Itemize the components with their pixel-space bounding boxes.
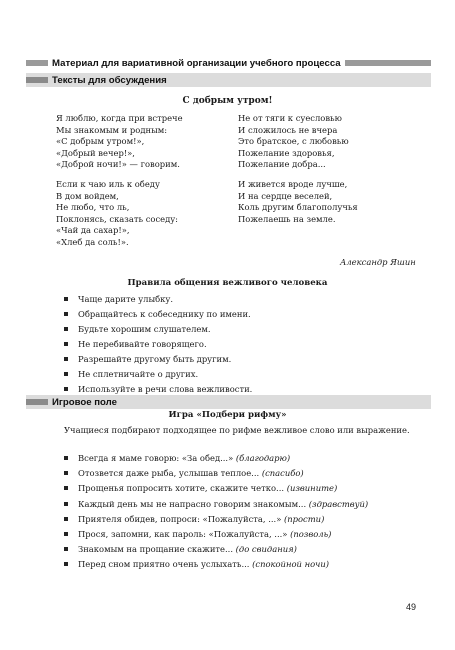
item-text: Всегда я маме говорю: «За обед...»	[78, 453, 236, 463]
item-answer: (прости)	[283, 513, 325, 524]
list-item	[64, 513, 426, 525]
poem-line: «Добрый вечер!»,	[56, 147, 135, 158]
item-text: Отозвется даже рыба, услышав теплое...	[78, 468, 262, 479]
poem-line: И живется вроде лучше,	[238, 178, 348, 189]
list-item: Не сплетничайте о других.	[64, 367, 424, 382]
item-answer: (до свидания)	[235, 544, 297, 555]
poem-title: С добрым утром!	[182, 96, 273, 106]
poem-line: И на сердце веселей,	[238, 190, 333, 201]
item-text: Приятеля обидев, попроси: «Пожалуйста, ...»	[78, 513, 284, 524]
list-item: Разрешайте другому быть другим.	[64, 352, 424, 367]
poem-line: «С добрым утром!»,	[56, 136, 145, 147]
item-answer: (здравствуй)	[308, 498, 369, 509]
banner-bar-left	[26, 60, 48, 66]
rules-list	[64, 292, 424, 397]
poem-line: «Доброй ночи!» — говорим.	[56, 159, 180, 170]
poem-line: Пожелание здоровья,	[238, 147, 335, 158]
game-intro: Учащиеся подбирают подходящее по рифме вежливое слово или выражение.	[64, 425, 410, 435]
list-item: Чаще дарите улыбку.	[64, 292, 424, 307]
poem-author: Александр Яшин	[340, 257, 416, 267]
poem-line: Не любо, что ль,	[56, 202, 130, 213]
poem-line: Я люблю, когда при встрече	[56, 113, 183, 123]
list-item	[64, 528, 426, 540]
section-title: Материал для вариативной организации учебного процесса	[52, 57, 341, 69]
poem-line: Пожелание добра...	[238, 159, 326, 170]
poem-line: Если к чаю иль к обеду	[56, 178, 160, 189]
poem-left-column	[56, 113, 183, 249]
page-number: 49	[406, 602, 417, 612]
banner-bar-right	[345, 60, 431, 66]
poem-line: «Чай да сахар!»,	[56, 225, 130, 236]
item-text: Прощенья попросить хотите, скажите четко...	[78, 483, 287, 494]
item-answer: (спасибо)	[261, 468, 304, 479]
poem-line: Пожелаешь на земле.	[238, 213, 336, 224]
poem-line: И сложилось не вчера	[238, 124, 338, 135]
section-banner	[26, 56, 431, 70]
item-text: Перед сном приятно очень услыхать...	[78, 559, 253, 570]
item-text: Прося, запомни, как пароль: «Пожалуйста, ...»	[78, 528, 291, 539]
list-item: Используйте в речи слова вежливости.	[64, 382, 424, 397]
game-section-banner	[26, 395, 431, 409]
poem-line: В дом войдем,	[56, 190, 119, 201]
game-list	[64, 452, 426, 574]
poem-right-column	[238, 113, 358, 225]
list-item	[64, 498, 426, 510]
item-text: Каждый день мы не напрасно говорим знакомым...	[78, 498, 309, 509]
game-title: Игра «Подбери рифму»	[168, 410, 287, 420]
item-answer: (извините)	[286, 483, 338, 494]
poem-line: «Хлеб да соль!».	[56, 236, 129, 247]
item-text: Знакомым на прощание скажите...	[78, 544, 236, 555]
poem-line: Поклонясь, сказать соседу:	[56, 213, 179, 224]
rules-title: Правила общения вежливого человека	[127, 278, 328, 288]
list-item: Обращайтесь к собеседнику по имени.	[64, 307, 424, 322]
item-answer: (спокойной ночи)	[252, 559, 330, 570]
game-banner-bar-left	[26, 399, 48, 405]
list-item	[64, 467, 426, 479]
game-section-title: Игровое поле	[52, 396, 117, 408]
poem-line: Это братское, с любовью	[238, 136, 349, 147]
list-item	[64, 482, 426, 494]
list-item	[64, 543, 426, 555]
poem-line: Коль другим благополучья	[238, 202, 358, 213]
list-item: Не перебивайте говорящего.	[64, 337, 424, 352]
list-item: Будьте хорошим слушателем.	[64, 322, 424, 337]
list-item	[64, 452, 426, 464]
subsection-title: Тексты для обсуждения	[52, 74, 167, 86]
item-answer: (благодарю)	[235, 453, 291, 463]
subsection-banner	[26, 73, 431, 87]
list-item	[64, 558, 426, 570]
item-answer: (позволь)	[290, 528, 332, 539]
poem-line: Не от тяги к суесловью	[238, 113, 342, 123]
subsection-bar-left	[26, 77, 48, 83]
poem-line: Мы знакомым и родным:	[56, 124, 168, 135]
